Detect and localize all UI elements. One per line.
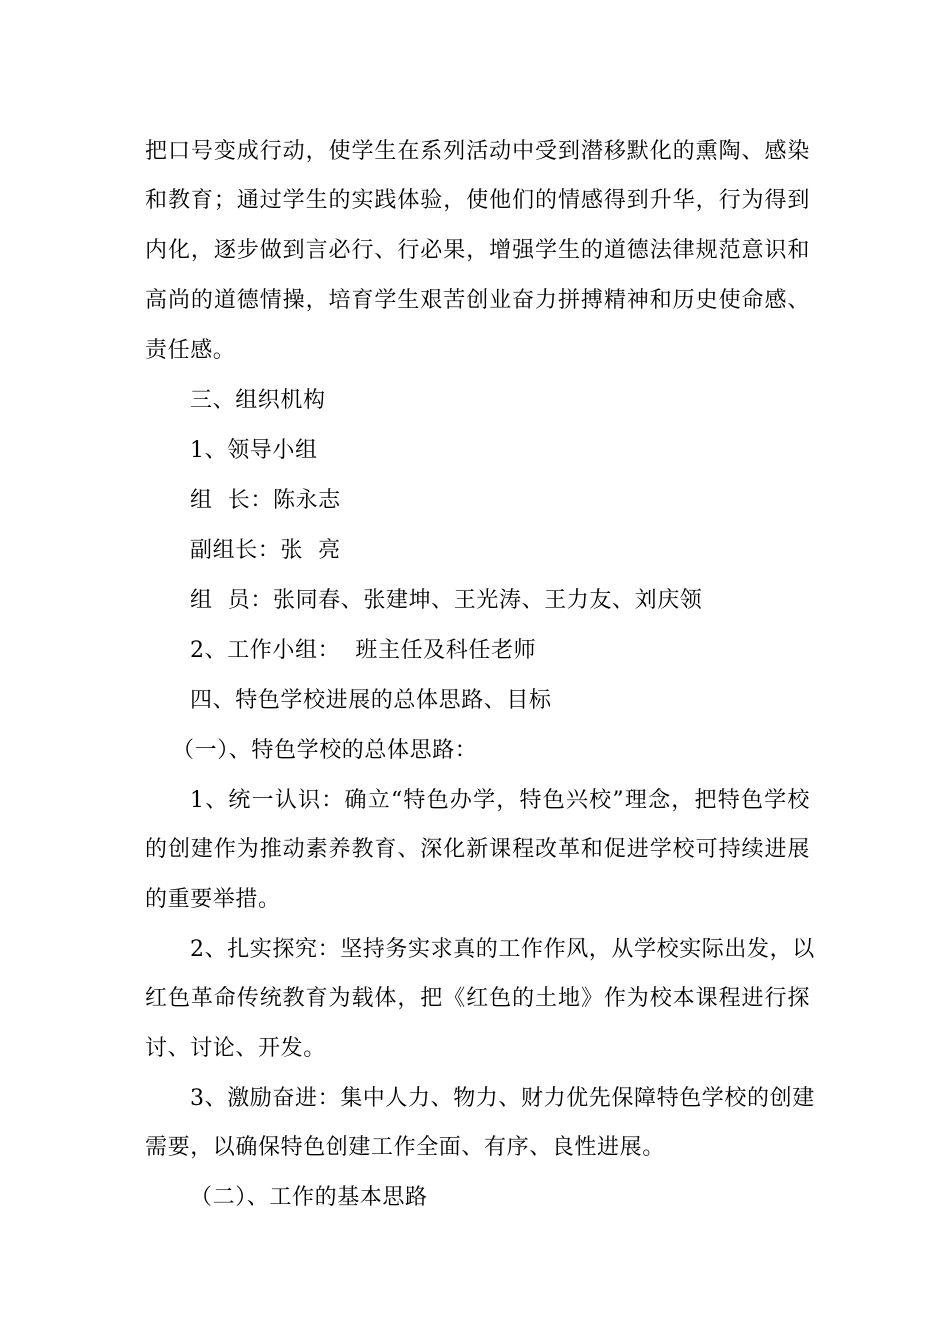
- paragraph-line: 3、激励奋进：集中人力、物力、财力优先保障特色学校的创建: [190, 1086, 815, 1111]
- paragraph-line: 的创建作为推动素养教育、深化新课程改革和促进学校可持续进展: [145, 837, 810, 862]
- subsection-heading: 1、领导小组: [190, 438, 318, 463]
- paragraph-line: 红色革命传统教育为载体，把《红色的土地》作为校本课程进行探: [145, 986, 810, 1011]
- paragraph-line: 高尚的道德情操，培育学生艰苦创业奋力拼搏精神和历史使命感、: [145, 288, 810, 313]
- paragraph-line: 和教育；通过学生的实践体验，使他们的情感得到升华，行为得到: [145, 188, 810, 213]
- section-heading: 三、组织机构: [190, 388, 326, 413]
- member-line: 组 员：张同春、张建坤、王光涛、王力友、刘庆领: [190, 588, 703, 613]
- paragraph-line: 2、扎实探究：坚持务实求真的工作作风，从学校实际出发，以: [190, 937, 815, 962]
- paragraph-line: 讨、讨论、开发。: [145, 1036, 326, 1061]
- paragraph-line: 内化，逐步做到言必行、行必果，增强学生的道德法律规范意识和: [145, 238, 810, 263]
- paragraph-line: 责任感。: [145, 338, 236, 363]
- subsection-heading: （一）、特色学校的总体思路：: [172, 738, 478, 763]
- subsection-heading: （二）、工作的基本思路: [190, 1185, 428, 1210]
- subsection-heading: 2、工作小组： 班主任及科任老师: [190, 638, 537, 663]
- member-line: 组 长：陈永志: [190, 488, 341, 513]
- paragraph-line: 的重要举措。: [145, 887, 281, 912]
- member-line: 副组长：张 亮: [190, 538, 341, 563]
- paragraph-line: 1、统一认识：确立“特色办学，特色兴校”理念，把特色学校: [190, 788, 810, 813]
- section-heading: 四、特色学校进展的总体思路、目标: [190, 688, 552, 713]
- paragraph-line: 把口号变成行动，使学生在系列活动中受到潜移默化的熏陶、感染: [145, 139, 810, 164]
- paragraph-line: 需要，以确保特色创建工作全面、有序、良性进展。: [145, 1135, 665, 1160]
